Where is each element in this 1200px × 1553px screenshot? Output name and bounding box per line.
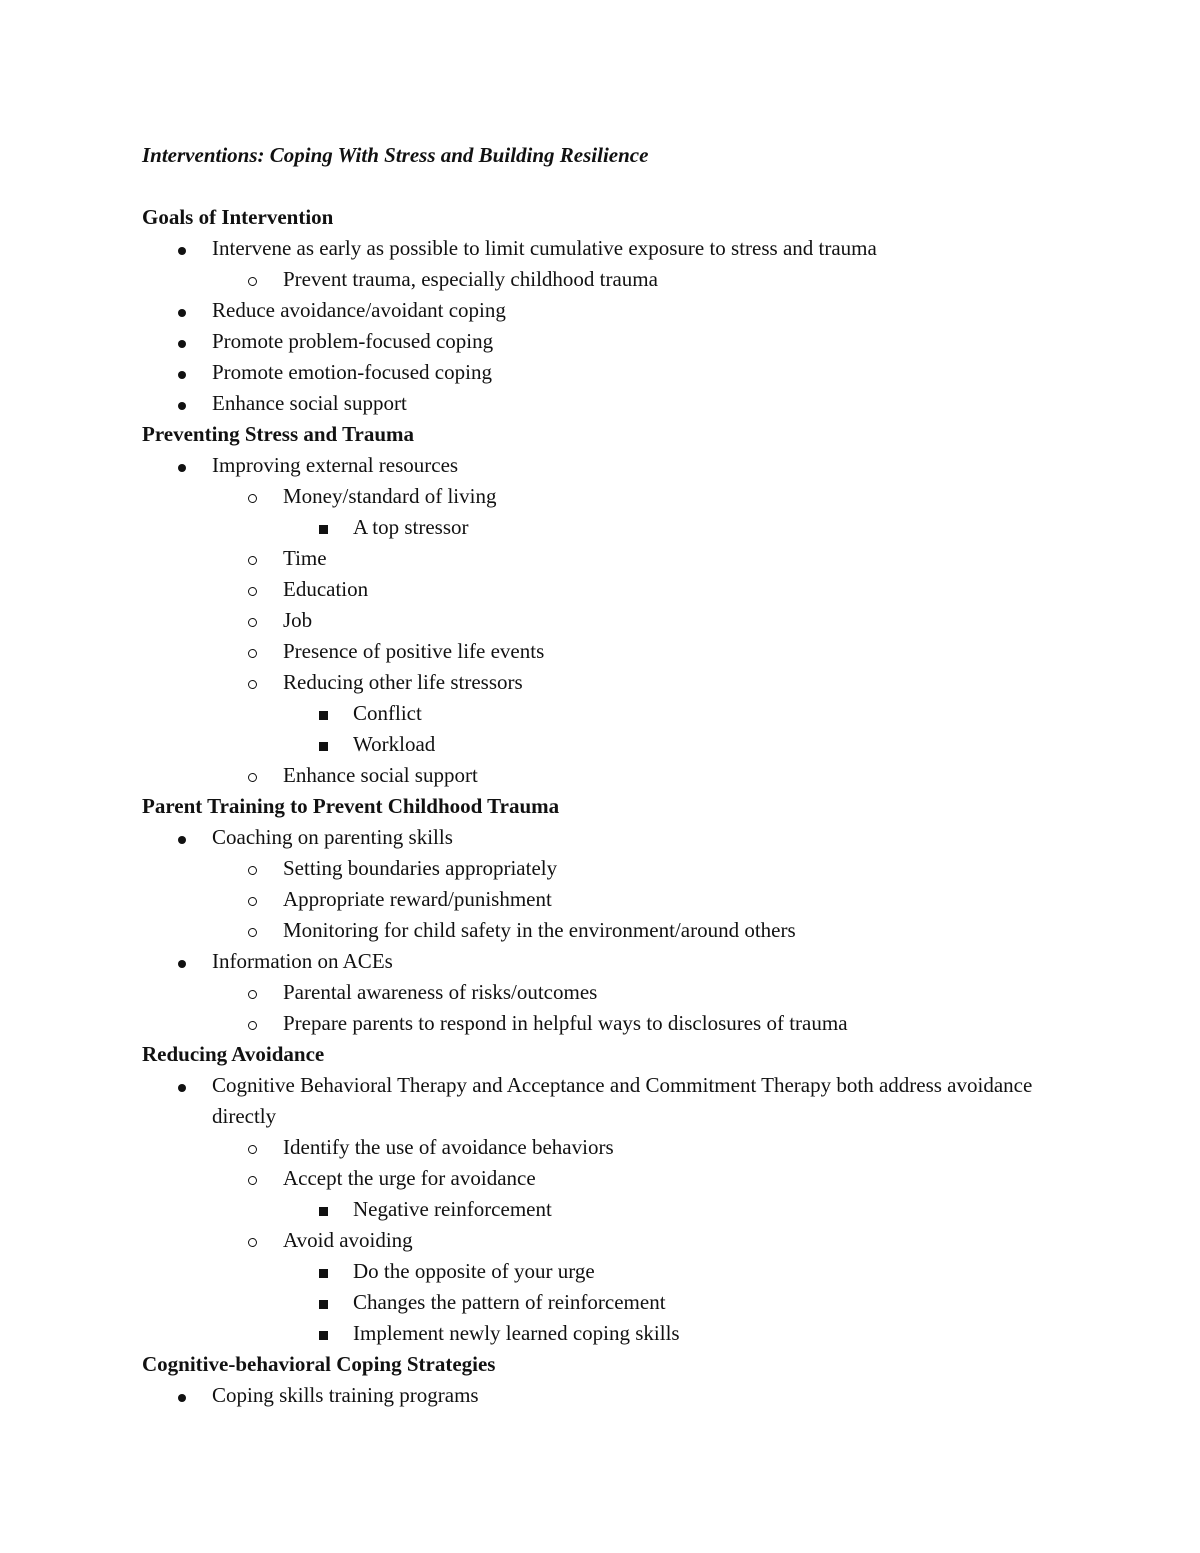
list-item <box>142 1318 1062 1349</box>
section-heading: Reducing Avoidance <box>142 1042 325 1066</box>
hollow-bullet-icon <box>248 264 257 295</box>
list-item-text: Parental awareness of risks/outcomes <box>283 980 598 1004</box>
list-item-text: Setting boundaries appropriately <box>283 856 558 880</box>
list-item-text: Implement newly learned coping skills <box>353 1321 680 1345</box>
list-item-text: Avoid avoiding <box>283 1228 413 1252</box>
bullet-list <box>142 822 1062 1039</box>
hollow-bullet-icon <box>248 977 257 1008</box>
list-item <box>142 1070 1062 1132</box>
square-bullet-icon <box>319 1256 328 1287</box>
list-item <box>142 512 1062 543</box>
hollow-bullet-icon <box>248 884 257 915</box>
list-item <box>142 636 1062 667</box>
hollow-bullet-icon <box>248 667 257 698</box>
list-item-text: Reducing other life stressors <box>283 670 523 694</box>
list-item <box>142 357 1062 388</box>
list-item-text: Information on ACEs <box>212 949 393 973</box>
square-bullet-icon <box>319 1318 328 1349</box>
list-item-text: Prepare parents to respond in helpful ways to disclosures of trauma <box>283 1011 848 1035</box>
list-item-text: Promote problem-focused coping <box>212 329 494 353</box>
hollow-bullet-icon <box>248 543 257 574</box>
hollow-bullet-icon <box>248 853 257 884</box>
filled-bullet-icon <box>178 1380 186 1411</box>
filled-bullet-icon <box>178 388 186 419</box>
list-item-text: Education <box>283 577 369 601</box>
list-item <box>142 1163 1062 1194</box>
list-item-text: Identify the use of avoidance behaviors <box>283 1135 614 1159</box>
bullet-list <box>142 1070 1062 1349</box>
section-heading: Cognitive-behavioral Coping Strategies <box>142 1352 496 1376</box>
hollow-bullet-icon <box>248 481 257 512</box>
list-item-text: Changes the pattern of reinforcement <box>353 1290 666 1314</box>
list-item-text: Improving external resources <box>212 453 459 477</box>
list-item-text: Monitoring for child safety in the environment/around others <box>283 918 796 942</box>
list-item <box>142 1380 1062 1411</box>
list-item <box>142 326 1062 357</box>
list-item <box>142 450 1062 481</box>
list-item <box>142 822 1062 853</box>
hollow-bullet-icon <box>248 605 257 636</box>
filled-bullet-icon <box>178 357 186 388</box>
list-item <box>142 605 1062 636</box>
list-item-text: Intervene as early as possible to limit cumulative exposure to stress and trauma <box>212 236 877 260</box>
hollow-bullet-icon <box>248 636 257 667</box>
list-item <box>142 1132 1062 1163</box>
list-item-text: Prevent trauma, especially childhood trauma <box>283 267 658 291</box>
list-item <box>142 1225 1062 1256</box>
filled-bullet-icon <box>178 822 186 853</box>
list-item <box>142 1287 1062 1318</box>
list-item <box>142 729 1062 760</box>
list-item <box>142 915 1062 946</box>
list-item <box>142 574 1062 605</box>
list-item-text: Negative reinforcement <box>353 1197 552 1221</box>
square-bullet-icon <box>319 698 328 729</box>
list-item-text: Time <box>283 546 327 570</box>
document-body <box>142 202 1062 1411</box>
list-item <box>142 264 1062 295</box>
filled-bullet-icon <box>178 326 186 357</box>
list-item-text: Job <box>283 608 313 632</box>
list-item-text: Workload <box>353 732 436 756</box>
list-item <box>142 760 1062 791</box>
square-bullet-icon <box>319 729 328 760</box>
list-item <box>142 295 1062 326</box>
list-item-text: Do the opposite of your urge <box>353 1259 595 1283</box>
square-bullet-icon <box>319 512 328 543</box>
hollow-bullet-icon <box>248 1163 257 1194</box>
hollow-bullet-icon <box>248 915 257 946</box>
list-item <box>142 667 1062 698</box>
list-item-text: Conflict <box>353 701 422 725</box>
list-item <box>142 884 1062 915</box>
filled-bullet-icon <box>178 450 186 481</box>
list-item <box>142 543 1062 574</box>
list-item-text: A top stressor <box>353 515 469 539</box>
list-item-text: Promote emotion-focused coping <box>212 360 492 384</box>
list-item <box>142 1008 1062 1039</box>
list-item <box>142 977 1062 1008</box>
filled-bullet-icon <box>178 1070 186 1101</box>
hollow-bullet-icon <box>248 1008 257 1039</box>
document-page <box>142 140 1062 1411</box>
list-item <box>142 1194 1062 1225</box>
list-item-text: Accept the urge for avoidance <box>283 1166 536 1190</box>
list-item-text: Coping skills training programs <box>212 1383 479 1407</box>
list-item-text: Appropriate reward/punishment <box>283 887 552 911</box>
filled-bullet-icon <box>178 946 186 977</box>
list-item <box>142 946 1062 977</box>
document-title: Interventions: Coping With Stress and Building Resilience <box>142 143 649 167</box>
square-bullet-icon <box>319 1287 328 1318</box>
list-item-text: Money/standard of living <box>283 484 497 508</box>
list-item-text: Cognitive Behavioral Therapy and Acceptance and Commitment Therapy both address avoidance directly <box>212 1073 1033 1128</box>
list-item-text: Presence of positive life events <box>283 639 545 663</box>
list-item <box>142 388 1062 419</box>
list-item <box>142 853 1062 884</box>
square-bullet-icon <box>319 1194 328 1225</box>
section-heading: Goals of Intervention <box>142 205 334 229</box>
filled-bullet-icon <box>178 295 186 326</box>
list-item <box>142 481 1062 512</box>
list-item <box>142 698 1062 729</box>
bullet-list <box>142 1380 1062 1411</box>
hollow-bullet-icon <box>248 1225 257 1256</box>
bullet-list <box>142 450 1062 791</box>
hollow-bullet-icon <box>248 1132 257 1163</box>
filled-bullet-icon <box>178 233 186 264</box>
hollow-bullet-icon <box>248 574 257 605</box>
list-item-text: Reduce avoidance/avoidant coping <box>212 298 506 322</box>
list-item <box>142 1256 1062 1287</box>
list-item <box>142 233 1062 264</box>
section-heading: Parent Training to Prevent Childhood Trauma <box>142 794 560 818</box>
list-item-text: Coaching on parenting skills <box>212 825 453 849</box>
bullet-list <box>142 233 1062 419</box>
list-item-text: Enhance social support <box>212 391 407 415</box>
hollow-bullet-icon <box>248 760 257 791</box>
list-item-text: Enhance social support <box>283 763 478 787</box>
section-heading: Preventing Stress and Trauma <box>142 422 415 446</box>
